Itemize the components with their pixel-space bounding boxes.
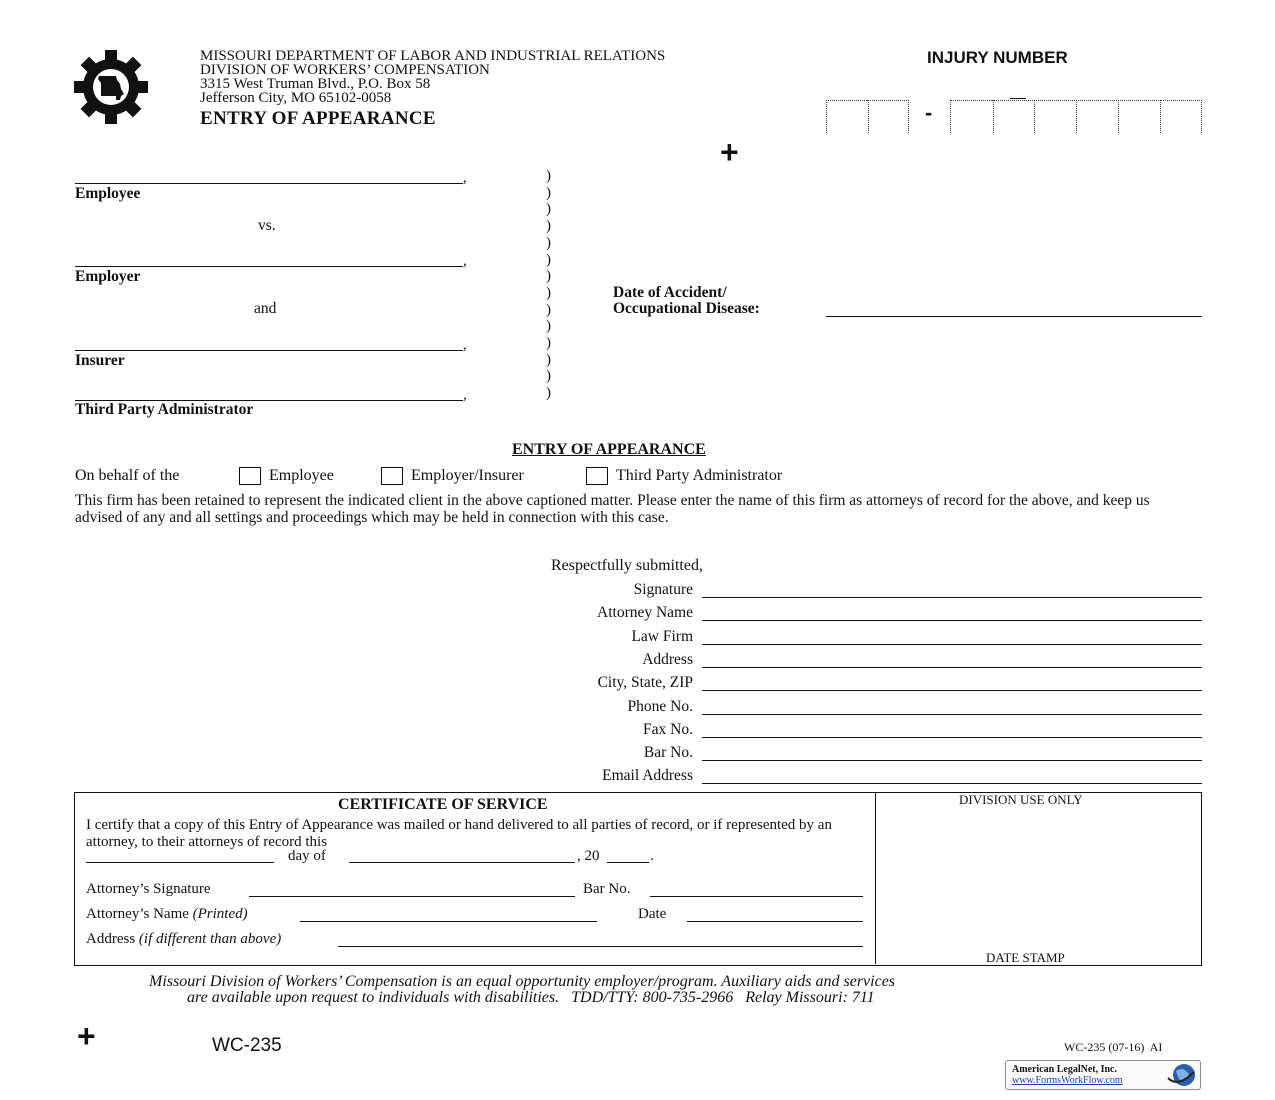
employer-insurer-checkbox[interactable] (381, 467, 403, 485)
tpa-option-label: Third Party Administrator (616, 467, 783, 484)
entry-heading: ENTRY OF APPEARANCE (512, 441, 706, 458)
injury-digit-box[interactable] (992, 100, 1035, 133)
attorney-name-line[interactable] (300, 921, 597, 922)
signature-field-label: Attorney Name (597, 604, 693, 622)
date-of-accident-line[interactable] (826, 316, 1202, 317)
signature-field-label: Signature (633, 581, 693, 598)
vs-label: vs. (258, 217, 276, 234)
employee-checkbox[interactable] (239, 467, 261, 485)
signature-field-label: Phone No. (627, 697, 693, 715)
signature-field-label: Law Firm (631, 627, 693, 645)
employee-option-label: Employee (269, 467, 334, 484)
attorney-name-text: Attorney’s Name (86, 906, 189, 922)
year-suffix: . (650, 848, 654, 864)
signature-field-label: Bar No. (643, 744, 693, 762)
day-of-label: day of (288, 848, 326, 864)
service-year-line[interactable] (607, 862, 649, 863)
service-month-line[interactable] (349, 862, 575, 863)
signature-field-line[interactable] (702, 620, 1202, 621)
injury-digit-box[interactable] (867, 100, 909, 133)
occupational-disease-label: Occupational Disease: (613, 300, 760, 317)
form-code: WC-235 (212, 1035, 282, 1056)
injury-digit-box[interactable] (1160, 100, 1202, 133)
on-behalf-label: On behalf of the (75, 467, 180, 484)
agency-address-city: Jefferson City, MO 65102-0058 (200, 90, 392, 106)
certificate-divider (875, 792, 876, 964)
division-use-only: DIVISION USE ONLY (959, 792, 1083, 807)
form-code-revision: WC-235 (07-16) AI (1064, 1040, 1163, 1054)
division-name: DIVISION OF WORKERS’ COMPENSATION (200, 62, 490, 78)
signature-field-label: Address (642, 650, 693, 668)
signature-field-label: Fax No. (643, 720, 693, 738)
injury-digit-box[interactable] (826, 100, 869, 133)
employee-name-line[interactable] (75, 183, 463, 184)
cert-address-line[interactable] (338, 946, 863, 947)
comma: , (463, 387, 467, 403)
agency-address-street: 3315 West Truman Blvd., P.O. Box 58 (200, 76, 431, 92)
cert-date-label: Date (638, 906, 667, 922)
injury-number-label: INJURY NUMBER (927, 48, 1068, 67)
signature-field-line[interactable] (702, 714, 1202, 715)
signature-field-line[interactable] (702, 667, 1202, 668)
injury-digit-box[interactable] (1076, 100, 1119, 133)
eoe-statement-line2: are available upon request to individuals with disabilities. TDD/TTY: 800-735-2966 Relay Missouri: 711 (187, 989, 875, 1006)
signature-field-line[interactable] (702, 737, 1202, 738)
tpa-label: Third Party Administrator (75, 401, 254, 418)
cert-bar-no-label: Bar No. (583, 881, 631, 897)
and-label: and (254, 300, 277, 317)
injury-digit-box[interactable] (950, 100, 994, 133)
date-stamp-label: DATE STAMP (986, 950, 1065, 965)
signature-field-line[interactable] (702, 597, 1202, 598)
state-seal-logo (74, 50, 148, 124)
employer-name-line[interactable] (75, 266, 463, 267)
retention-statement: This firm has been retained to represent the indicated client in the above captioned matter. Please enter the name of this firm as attorneys of record for the above, and keep us advised of any and all settings and proceedings which may be held in connection with this case. (75, 492, 1150, 526)
alnet-name: American LegalNet, Inc. (1012, 1064, 1117, 1075)
tpa-checkbox[interactable] (586, 467, 608, 485)
caption-bracket: ) ) ) ) ) ) ) ) ) ) ) ) ) ) (546, 168, 551, 402)
cert-address-label (86, 931, 281, 948)
injury-digit-box[interactable] (1118, 100, 1161, 133)
certificate-heading: CERTIFICATE OF SERVICE (338, 796, 548, 813)
date-of-accident-label: Date of Accident/ (613, 284, 727, 301)
year-prefix: , 20 (577, 848, 600, 864)
alnet-badge[interactable] (1005, 1060, 1201, 1090)
printed-note: (Printed) (192, 906, 248, 922)
certificate-text: I certify that a copy of this Entry of Appearance was mailed or hand delivered to all parties of record, or if represented by an attorney, to their attorneys of record this (86, 817, 832, 850)
signature-field-label: Email Address (602, 767, 693, 785)
comma: , (463, 253, 467, 269)
service-day-line[interactable] (86, 862, 274, 863)
attorney-name-label (86, 906, 248, 923)
cert-address-text: Address (86, 931, 136, 947)
signature-field-line[interactable] (702, 760, 1202, 761)
registration-mark-bottom: + (77, 1018, 96, 1054)
employer-insurer-option-label: Employer/Insurer (411, 467, 524, 484)
attorney-signature-line[interactable] (249, 896, 575, 897)
employer-label: Employer (75, 268, 141, 285)
form-title: ENTRY OF APPEARANCE (200, 108, 436, 129)
signature-field-line[interactable] (702, 690, 1202, 691)
agency-name: MISSOURI DEPARTMENT OF LABOR AND INDUSTRIAL RELATIONS (200, 48, 666, 64)
insurer-name-line[interactable] (75, 350, 463, 351)
comma: , (463, 337, 467, 353)
cert-date-line[interactable] (687, 921, 863, 922)
injury-digit-box[interactable] (1034, 100, 1077, 133)
employee-label: Employee (75, 185, 141, 202)
injury-number-dash: - (925, 100, 933, 125)
insurer-label: Insurer (75, 352, 125, 369)
globe-icon (1164, 1062, 1198, 1088)
signature-field-label: City, State, ZIP (597, 674, 693, 692)
registration-mark: + (720, 134, 739, 170)
signature-field-line[interactable] (702, 783, 1202, 784)
signature-field-line[interactable] (702, 644, 1202, 645)
respectfully-submitted: Respectfully submitted, (551, 557, 703, 574)
eoe-statement-line1: Missouri Division of Workers’ Compensation is an equal opportunity employer/program. Auxiliary aids and services (149, 973, 896, 990)
if-different-note: (if different than above) (138, 931, 282, 947)
comma: , (463, 170, 467, 186)
attorney-signature-label: Attorney’s Signature (86, 881, 211, 897)
alnet-url[interactable]: www.FormsWorkFlow.com (1012, 1075, 1123, 1086)
injury-dash-mark (1010, 98, 1026, 99)
cert-bar-no-line[interactable] (650, 896, 863, 897)
